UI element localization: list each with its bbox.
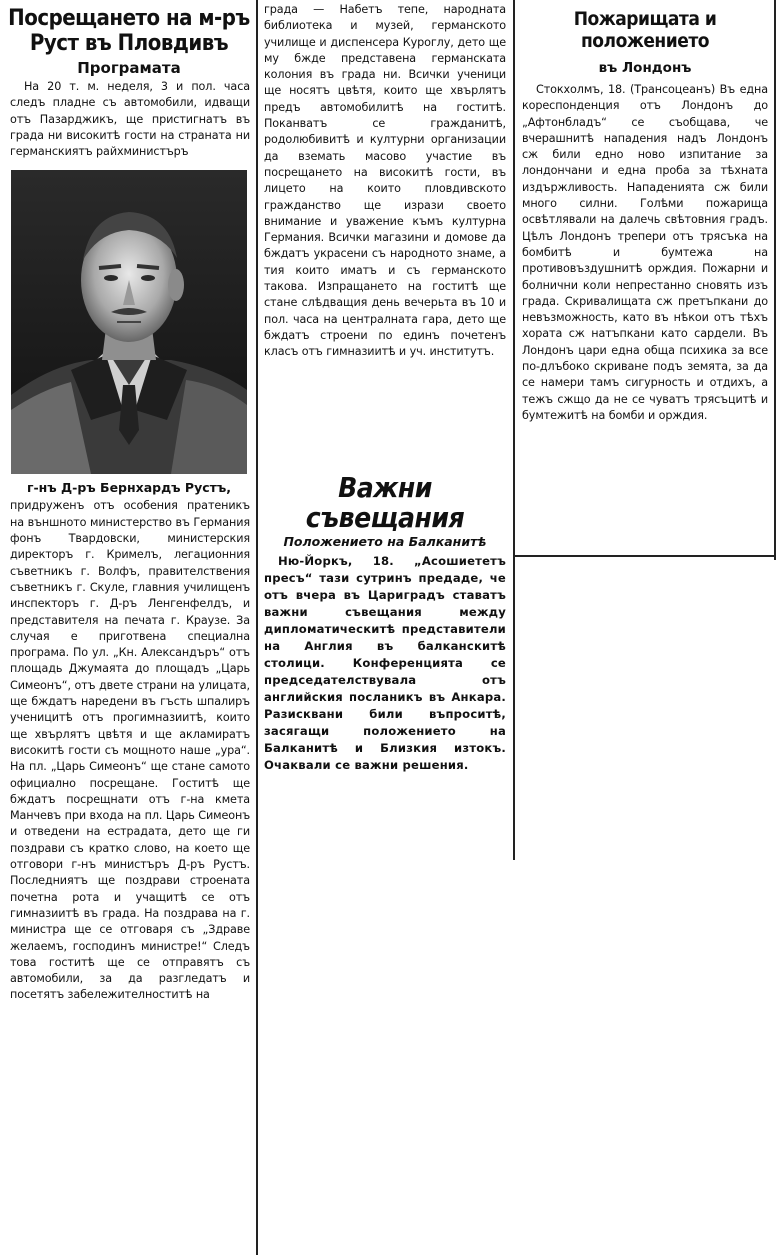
article1-subheadline: Програмата	[77, 59, 181, 77]
article1-headline: Посрещането на м-ръ Руст въ Пловдивъ	[8, 6, 250, 56]
article3-body: Стокхолмъ, 18. (Трансоцеанъ) Въ една кореспонденция отъ Лондонъ до „Афтонбладъ“ се съобщава, че вчерашнитѣ нападения надъ Лондонъ сж били едно ново изпитание за лондончани и една проба за тѣхната издържливость. Нападенията сж били много силни. Голѣми пожарища освѣтлявали на далечь свѣтовния градъ. Цѣлъ Лондонъ трепери отъ трясъка на бомбитѣ и бумтежа на противовъздушнитѣ орждия. Пожарни и болнични коли непрестанно сновять изъ града. Скривалищата сж претъпкани до невъзможность, като въ нѣкои отъ тѣхъ хората сж натъпкани като сардели. Въ Лондонъ цари една обща психика за все по-длъбоко скриване подъ земята, за да се намери тамъ сигурность и отдихъ, а тежъ сжщо да не се чуватъ трясъцитѣ и бумтежитѣ на бомби и орждия.	[522, 83, 768, 422]
article1-continuation: града — Набетъ тепе, народната библиотека и музей, германското училище и диспенсера Куроглу, дето ще му бжде представена германската колония въ града ни. Всички ученици ще носятъ цвѣтя, които ще хвърлятъ предъ автомобилитѣ на гоститѣ. Поканватъ се гражданитѣ, родолюбивитѣ и културни организации да вземать масово участие въ посрещането на високитѣ гости, въ лицето на които пловдивското гражданство ще изрази своето внимание и уважение къмъ културна Германия. Всички магазини и домове да бждатъ украсени съ народното знаме, а тия които иматъ и съ германското такова. Изпращането на гоститѣ ще стане слѣдващия день вечерьта въ 10 и пол. часа на централната гара, дето ще бждатъ строени по единъ почетенъ класъ отъ гимназиитѣ и уч. институтъ.	[264, 3, 506, 359]
column-rule-3	[774, 0, 776, 560]
photo-caption: г-нъ Д-ръ Бернхардъ Рустъ,	[26, 480, 232, 496]
column-1	[2, 0, 256, 1255]
article3-headline: Пожарищата и положението	[573, 8, 717, 52]
article1-body: придруженъ отъ особения пратеникъ на външното министерство въ Германия фонъ Твардовски, министерския директоръ г. Кримелъ, легационния съветникъ г. Волфъ, правителствения съветникъ г. Скуле, главния училищенъ инспекторъ г. Д-ръ Ленгенфелдъ, и представителя на печата г. Краузе. За случая е приготвена специална програма. По ул. „Кн. Александъръ“ отъ площадь Джумаята до площадъ „Царь Симеонъ“, отъ двете страни на улицата, ще бждатъ наредени въ гъсть шпалиръ ученицитѣ отъ прогимназиитѣ, които ще хвърлятъ цвѣтя и ще акламиратъ високитѣ гости съ мощното наше „ура“. На пл. „Царь Симеонъ“ ще стане самото официално посрещане. Гоститѣ ще бждатъ посрещнати отъ г-на кмета Манчевъ при входа на пл. Царь Симеонъ и отведени на естрадата, дето ще ги поздрави съ кратко слово, на което ще отговори г-нъ министъръ Д-ръ Рустъ. Последниятъ ще поздрави строената почетна рота и учащитѣ се отъ гимназиитѣ въ града. На поздрава на г. министра ще се отговаря съ „Здраве желаемъ, господинъ министре!“ Следъ това гоститѣ ще се отправятъ съ автомобили, за да разгледатъ и посетятъ забележителноститѣ на	[10, 499, 250, 1002]
portrait-photo	[11, 170, 247, 474]
article1-lead: На 20 т. м. неделя, 3 и пол. часа следъ пладне съ автомобили, идващи отъ Пазарджикъ, ще пристигнатъ въ града ни високитѣ гости на страната ни германскиятъ райхминистъръ	[10, 80, 250, 159]
article2-body: Ню-Йоркъ, 18. „Асошиететъ пресъ“ тази сутринъ предаде, че отъ вчера въ Цариградъ ставатъ важни съвещания между дипломатическитѣ представители на Англия въ балканскитѣ столици. Конференцията се председателствувала отъ английския посланикъ въ Анкара. Разисквани били въпроситѣ, засягащи положението на Балканитѣ и Близкия изтокъ. Очаквали се важни решения.	[264, 554, 506, 772]
column-2	[258, 0, 512, 860]
portrait-image	[11, 170, 247, 474]
column-3	[516, 0, 774, 560]
article3-subheadline: въ Лондонъ	[598, 60, 692, 76]
article2-headline: Важни съвещания	[305, 471, 465, 534]
column-rule-2	[513, 0, 515, 860]
article2-subheadline: Положението на Балканитѣ	[283, 534, 487, 549]
